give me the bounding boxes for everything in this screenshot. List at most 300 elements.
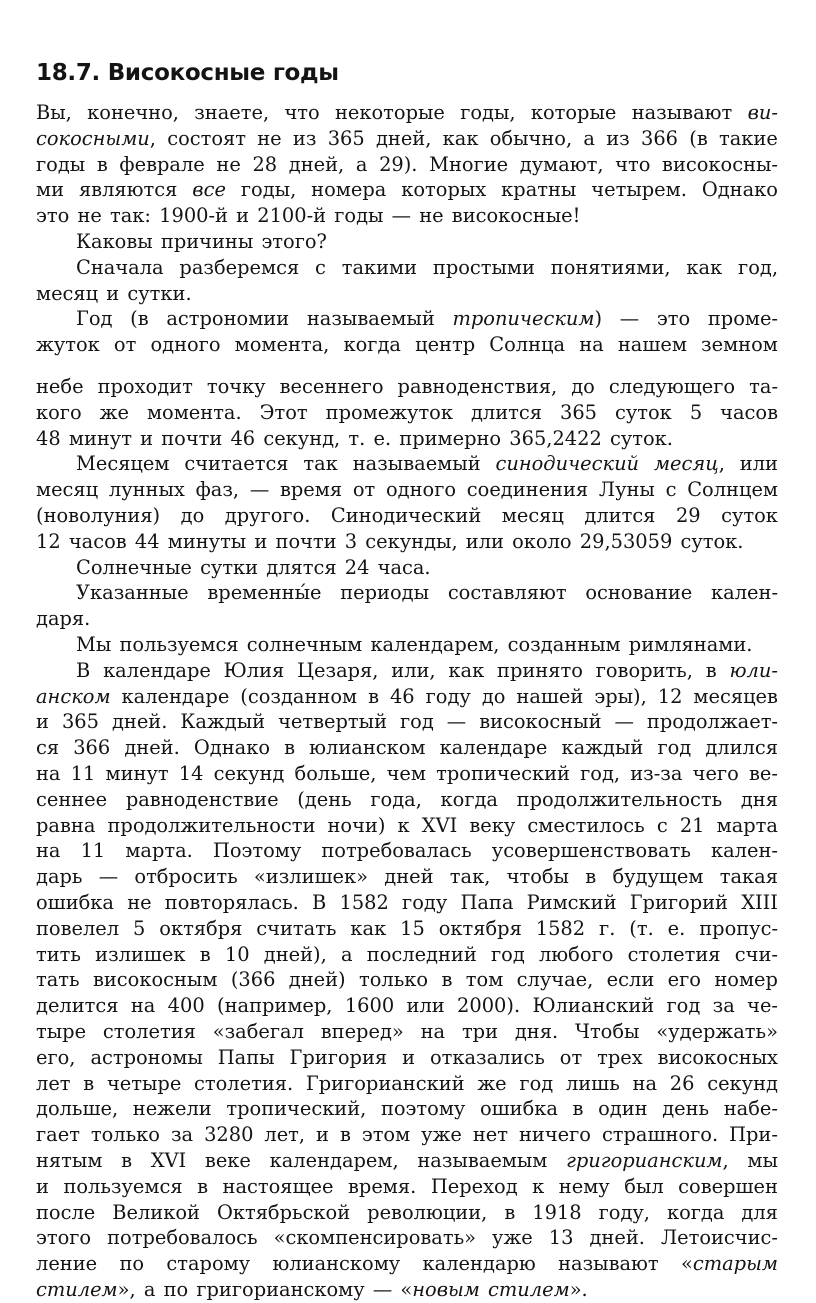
word: год, bbox=[738, 255, 778, 279]
word: Папа bbox=[460, 890, 514, 914]
word: равна bbox=[36, 813, 96, 837]
word: это bbox=[36, 204, 70, 228]
word: суток bbox=[615, 400, 672, 424]
word: четырем. bbox=[591, 178, 687, 202]
word: с bbox=[656, 813, 668, 837]
word: Месяцем bbox=[76, 452, 170, 476]
word: и bbox=[254, 529, 268, 553]
word: минуты bbox=[167, 529, 247, 553]
word: секунд, bbox=[263, 426, 341, 450]
word: Чтобы bbox=[574, 1019, 640, 1043]
word: Год bbox=[76, 307, 113, 331]
word: и bbox=[402, 1045, 415, 1069]
text-line bbox=[36, 916, 778, 942]
word: длился bbox=[705, 736, 778, 760]
word: Римский bbox=[526, 890, 617, 914]
word: когда bbox=[343, 333, 401, 357]
word: мы bbox=[747, 1148, 778, 1172]
word: или bbox=[739, 452, 778, 476]
word: Солнца bbox=[489, 333, 566, 357]
text-line bbox=[36, 332, 778, 358]
word: 365 bbox=[327, 126, 365, 150]
word: составляют bbox=[447, 581, 567, 605]
word: 48 bbox=[36, 426, 61, 450]
word: или, bbox=[391, 658, 436, 682]
word: продолжительность bbox=[516, 787, 723, 811]
word: следующего bbox=[608, 375, 736, 398]
word: к bbox=[532, 1174, 545, 1198]
word: отбросить bbox=[134, 865, 238, 889]
word: случае, bbox=[516, 968, 594, 992]
word: от bbox=[559, 1045, 583, 1069]
word: году bbox=[402, 890, 448, 914]
word: Цезаря, bbox=[297, 658, 379, 682]
word: понятиями, bbox=[550, 255, 671, 279]
word: ви- bbox=[747, 101, 778, 124]
word: месяц bbox=[36, 478, 99, 502]
word: любого bbox=[538, 942, 614, 966]
text-line bbox=[36, 555, 778, 581]
word: год bbox=[657, 736, 692, 760]
word: дней) bbox=[288, 968, 346, 992]
word: называемый bbox=[352, 452, 481, 476]
text-line bbox=[36, 787, 778, 813]
word: каждый bbox=[561, 736, 644, 760]
word: этого bbox=[36, 1226, 92, 1250]
word: солнечным bbox=[246, 632, 363, 656]
text-line bbox=[36, 735, 778, 761]
word: около bbox=[512, 529, 572, 553]
word: делится bbox=[36, 994, 119, 1018]
word: чем bbox=[386, 761, 426, 785]
word: в bbox=[284, 736, 296, 760]
text-line bbox=[36, 993, 778, 1019]
word: с bbox=[665, 478, 677, 502]
text-block-top bbox=[36, 100, 778, 358]
word: проходит bbox=[97, 375, 193, 398]
word: Юлианский bbox=[532, 994, 655, 1018]
word: или bbox=[465, 529, 504, 553]
word: повторялась. bbox=[164, 890, 299, 914]
word: 11 bbox=[70, 761, 96, 785]
word: уже bbox=[421, 1123, 462, 1147]
section-title: 18.7. Високосные годы bbox=[36, 60, 339, 86]
word: 46 bbox=[389, 684, 415, 708]
word: на bbox=[36, 761, 61, 785]
word: 2000). bbox=[457, 994, 521, 1018]
word: XVI bbox=[421, 813, 458, 837]
word: на bbox=[36, 839, 61, 863]
word: Григория bbox=[289, 1045, 388, 1069]
text-line bbox=[36, 451, 778, 477]
word: В bbox=[312, 890, 327, 914]
word: 365 bbox=[61, 710, 99, 734]
text-line bbox=[36, 1122, 778, 1148]
word: считается bbox=[184, 452, 289, 476]
word: — bbox=[372, 1277, 393, 1301]
word: счи- bbox=[734, 942, 778, 966]
word: являются bbox=[78, 178, 178, 202]
word: и bbox=[36, 710, 49, 734]
text-line bbox=[36, 1019, 778, 1045]
word: длится bbox=[470, 400, 542, 424]
text-line bbox=[36, 813, 778, 839]
word: время bbox=[279, 478, 343, 502]
word: для bbox=[741, 1200, 778, 1224]
text-line bbox=[36, 684, 778, 710]
word: одного bbox=[150, 333, 221, 357]
word: и bbox=[36, 1174, 49, 1198]
word: ничего bbox=[518, 1123, 591, 1147]
word: 12 bbox=[657, 684, 683, 708]
word: календаре bbox=[439, 736, 548, 760]
word: ление bbox=[36, 1252, 98, 1276]
word: тропическим) bbox=[452, 307, 603, 331]
word: и bbox=[236, 204, 250, 228]
word: секунд bbox=[213, 761, 285, 785]
word: когда bbox=[440, 787, 498, 811]
word: сместилось bbox=[527, 813, 645, 837]
word: потребовалось bbox=[107, 1226, 258, 1250]
word: до bbox=[180, 503, 205, 527]
word: Каждый bbox=[180, 710, 266, 734]
word: нашей bbox=[516, 684, 584, 708]
word: 11 bbox=[80, 839, 106, 863]
word: 1582 bbox=[339, 890, 389, 914]
word: дней, bbox=[288, 152, 345, 176]
word: такими bbox=[341, 255, 418, 279]
word: римлянами. bbox=[628, 632, 753, 656]
word: в bbox=[504, 1200, 516, 1224]
text-line bbox=[36, 1277, 778, 1303]
text-line bbox=[36, 967, 778, 993]
word: в bbox=[368, 684, 379, 708]
word: год, bbox=[580, 761, 621, 785]
word: 24 bbox=[344, 555, 370, 579]
word: гает bbox=[36, 1123, 80, 1147]
word: октября bbox=[159, 916, 243, 940]
word: созданным bbox=[507, 632, 621, 656]
word: лунных bbox=[108, 478, 185, 502]
word: которых bbox=[401, 178, 487, 202]
word: дольше, bbox=[36, 1097, 119, 1121]
word: излишек bbox=[95, 942, 186, 966]
word: потребовалась bbox=[321, 839, 472, 863]
word: минут bbox=[105, 761, 169, 785]
word: «излишек» bbox=[253, 865, 368, 889]
word: на bbox=[420, 1019, 446, 1043]
text-line bbox=[36, 1071, 778, 1097]
word: тить bbox=[36, 942, 81, 966]
word: — bbox=[614, 710, 634, 734]
word: разберемся bbox=[179, 255, 300, 279]
word: старому bbox=[166, 1252, 251, 1276]
word: сутки bbox=[200, 555, 259, 579]
word: 14 bbox=[178, 761, 204, 785]
word: дней bbox=[384, 865, 434, 889]
word: месяц, bbox=[653, 452, 725, 476]
word: не bbox=[216, 152, 241, 176]
word: равноденствия, bbox=[397, 375, 558, 398]
word: так, bbox=[449, 865, 491, 889]
word: Октябрьской bbox=[216, 1200, 351, 1224]
word: календарем, bbox=[370, 632, 500, 656]
word: 29). bbox=[379, 152, 418, 176]
word: 15 bbox=[400, 916, 425, 940]
word: XVI bbox=[150, 1148, 187, 1172]
word: юлианскому bbox=[272, 1252, 401, 1276]
text-block-bottom bbox=[36, 374, 778, 1303]
word: календаре bbox=[121, 684, 230, 708]
word: Летоисчис- bbox=[660, 1226, 778, 1250]
word: кален- bbox=[710, 839, 778, 863]
word: больше, bbox=[294, 761, 377, 785]
word: чтобы bbox=[506, 865, 569, 889]
text-line bbox=[36, 1200, 778, 1226]
word: года, bbox=[370, 787, 422, 811]
word: дня. bbox=[514, 1019, 559, 1043]
word: на bbox=[579, 333, 604, 357]
word: когда bbox=[666, 1200, 725, 1224]
word: — bbox=[249, 478, 270, 502]
word: 1582 bbox=[535, 916, 586, 940]
text-line bbox=[36, 426, 778, 452]
word: веке bbox=[204, 1148, 251, 1172]
word: это bbox=[656, 307, 691, 331]
word: его, bbox=[36, 1045, 76, 1069]
text-line bbox=[36, 374, 778, 400]
word: високосных bbox=[657, 1045, 778, 1069]
text-line bbox=[36, 761, 778, 787]
text-line bbox=[36, 864, 778, 890]
word: сутки. bbox=[127, 281, 192, 305]
text-line bbox=[36, 126, 778, 152]
word: в bbox=[121, 1148, 133, 1172]
word: 2100-й bbox=[257, 204, 327, 228]
word: «скомпенсировать» bbox=[273, 1226, 477, 1250]
word: периоды bbox=[340, 581, 430, 605]
word: поэтому bbox=[380, 1097, 466, 1121]
word: ве- bbox=[748, 761, 778, 785]
word: почти bbox=[275, 529, 337, 553]
word: календарем, bbox=[269, 1148, 399, 1172]
word: же bbox=[477, 1071, 507, 1095]
word: Многие bbox=[429, 152, 509, 176]
word: сокосными, bbox=[36, 126, 156, 150]
word: три bbox=[461, 1019, 499, 1043]
word: календаре bbox=[103, 658, 211, 682]
word: был bbox=[624, 1174, 664, 1198]
word: В bbox=[76, 658, 91, 682]
word: день bbox=[662, 1097, 710, 1121]
word: только bbox=[359, 968, 429, 992]
word: секунды, bbox=[365, 529, 458, 553]
word: продолжительности bbox=[107, 813, 316, 837]
word: нятым bbox=[36, 1148, 103, 1172]
word: дней. bbox=[124, 736, 180, 760]
word: Григорий bbox=[629, 890, 728, 914]
word: високосным bbox=[92, 968, 218, 992]
word: фаз, bbox=[195, 478, 240, 502]
word: знаете, bbox=[194, 101, 270, 124]
word: «старым bbox=[681, 1252, 778, 1276]
text-line bbox=[36, 1148, 778, 1174]
word: (в bbox=[689, 126, 708, 150]
word: синодический bbox=[495, 452, 640, 476]
word: длятся bbox=[266, 555, 337, 579]
word: а bbox=[355, 152, 368, 176]
word: и bbox=[316, 1123, 329, 1147]
word: (366 bbox=[230, 968, 276, 992]
word: годы bbox=[36, 152, 86, 176]
text-line bbox=[36, 529, 778, 555]
word: набе- bbox=[723, 1097, 778, 1121]
word: тропический, bbox=[226, 1097, 367, 1121]
word: юлианском bbox=[309, 736, 426, 760]
text-line bbox=[36, 838, 778, 864]
word: называют bbox=[558, 1252, 659, 1276]
word: будущем bbox=[612, 865, 704, 889]
word: 10 bbox=[224, 942, 250, 966]
word: принято bbox=[497, 658, 583, 682]
word: четыре bbox=[106, 1071, 182, 1095]
word: кратны bbox=[501, 178, 577, 202]
word: «забегал bbox=[212, 1019, 304, 1043]
word: Солнечные bbox=[76, 555, 192, 579]
word: и bbox=[106, 281, 120, 305]
word: год bbox=[400, 710, 434, 734]
word: секунд bbox=[707, 1071, 778, 1095]
word: почти bbox=[161, 426, 223, 450]
text-line bbox=[36, 229, 778, 255]
word: момента, bbox=[234, 333, 330, 357]
word: как bbox=[442, 126, 479, 150]
word: месяц bbox=[501, 503, 564, 527]
word: промежуток bbox=[325, 400, 453, 424]
word: как bbox=[350, 916, 387, 940]
word: столетия bbox=[102, 1019, 196, 1043]
text-line bbox=[36, 152, 778, 178]
word: кого bbox=[36, 400, 82, 424]
word: (день bbox=[297, 787, 352, 811]
word: думают, bbox=[519, 152, 604, 176]
word: ошибка bbox=[479, 1097, 558, 1121]
word: основание bbox=[585, 581, 693, 605]
word: Григорианский bbox=[305, 1071, 465, 1095]
word: дней. bbox=[589, 1226, 645, 1250]
text-line bbox=[36, 709, 778, 735]
word: суток bbox=[721, 503, 778, 527]
word: соединения bbox=[466, 478, 589, 502]
word: Однако bbox=[701, 178, 778, 202]
word: Мы bbox=[76, 632, 112, 656]
text-line bbox=[36, 400, 778, 426]
word: называемым bbox=[417, 1148, 548, 1172]
word: 365,2422 bbox=[509, 426, 602, 450]
word: Солнцем bbox=[687, 478, 778, 502]
word: — bbox=[446, 710, 467, 734]
word: високосны- bbox=[662, 152, 778, 176]
word: номер bbox=[714, 968, 778, 992]
word: Переход bbox=[430, 1174, 518, 1198]
word: месяц bbox=[36, 281, 99, 305]
word: настоящее bbox=[222, 1174, 334, 1198]
text-line bbox=[36, 1174, 778, 1200]
word: на bbox=[130, 994, 156, 1018]
word: от bbox=[113, 333, 137, 357]
word: Вы, bbox=[36, 101, 72, 124]
word: нашем bbox=[617, 333, 687, 357]
word: тропический bbox=[436, 761, 570, 785]
word: 3280 bbox=[204, 1123, 254, 1147]
text-line bbox=[36, 100, 778, 126]
word: часов bbox=[68, 529, 127, 553]
word: страшного. bbox=[601, 1123, 719, 1147]
word: кален- bbox=[711, 581, 778, 605]
word: один bbox=[598, 1097, 648, 1121]
word: временны́е bbox=[207, 581, 322, 605]
word: в bbox=[572, 1097, 584, 1121]
word: из bbox=[292, 126, 317, 150]
word: ошибка bbox=[36, 890, 114, 914]
word: астрономии bbox=[166, 307, 290, 331]
word: 29,53059 bbox=[579, 529, 673, 553]
word: Великой bbox=[112, 1200, 200, 1224]
word: Поэтому bbox=[212, 839, 302, 863]
word: по bbox=[163, 1277, 189, 1301]
word: называемый bbox=[306, 307, 435, 331]
word: веку bbox=[469, 813, 516, 837]
word: этого? bbox=[261, 229, 327, 253]
word: отказались bbox=[429, 1045, 545, 1069]
word: нет bbox=[472, 1123, 509, 1147]
word: эры), bbox=[594, 684, 647, 708]
word: весеннего bbox=[279, 375, 384, 398]
word: Юлия bbox=[223, 658, 285, 682]
word: лишь bbox=[565, 1071, 620, 1095]
word: дней. bbox=[111, 710, 168, 734]
word: если bbox=[606, 968, 655, 992]
word: часов bbox=[720, 400, 778, 424]
word: годы bbox=[334, 204, 384, 228]
word: последний bbox=[366, 942, 477, 966]
word: точку bbox=[206, 375, 266, 398]
word: в bbox=[585, 865, 597, 889]
word: год bbox=[666, 994, 701, 1018]
text-line bbox=[36, 632, 778, 658]
word: а bbox=[143, 1277, 156, 1301]
word: дней, bbox=[375, 126, 432, 150]
word: 1600 bbox=[344, 994, 395, 1018]
text-line bbox=[36, 503, 778, 529]
word: (созданном bbox=[240, 684, 358, 708]
word: месяцев bbox=[693, 684, 778, 708]
word: «новым bbox=[400, 1277, 480, 1301]
word: в bbox=[83, 1071, 95, 1095]
word: году bbox=[425, 684, 471, 708]
word: в bbox=[96, 152, 108, 176]
word: — bbox=[98, 865, 119, 889]
text-line bbox=[36, 1225, 778, 1251]
word: до bbox=[571, 375, 595, 398]
word: «удержать» bbox=[656, 1019, 778, 1043]
word: момента. bbox=[146, 400, 242, 424]
word: Этот bbox=[259, 400, 308, 424]
word: до bbox=[481, 684, 506, 708]
word: за bbox=[712, 994, 735, 1018]
word: революции, bbox=[367, 1200, 488, 1224]
word: годы, bbox=[240, 178, 297, 202]
